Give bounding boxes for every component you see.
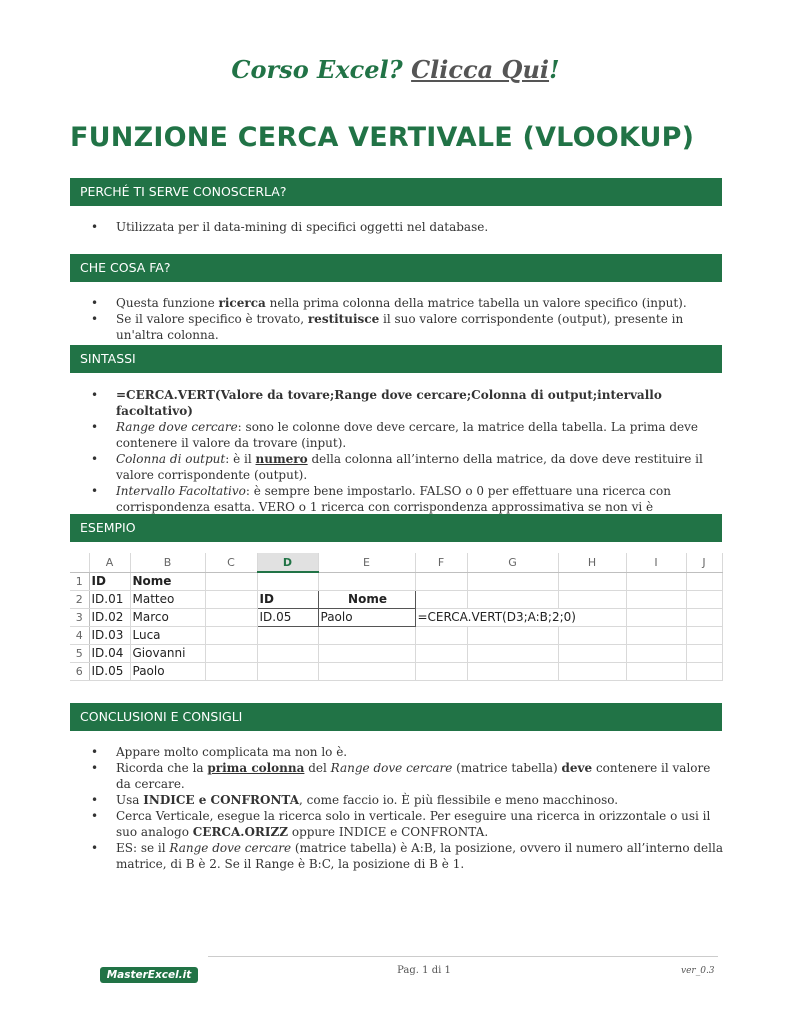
text: : sono le colonne dove deve cercare, la matrice della tabella. La prima deve contenere il valore da trovare (input). [116,420,699,450]
cell[interactable] [686,609,722,627]
cell[interactable] [558,645,626,663]
col-header-f[interactable]: F [415,553,467,572]
cell[interactable] [415,591,467,609]
cell[interactable] [257,627,318,645]
text: del [304,761,331,775]
cell-e3[interactable]: Paolo [318,609,415,627]
row-number[interactable]: 4 [70,627,89,645]
text: Appare molto complicata ma non lo è. [116,745,348,759]
table-row [70,663,722,681]
cell[interactable] [205,627,257,645]
col-header-j[interactable]: J [686,553,722,572]
cell[interactable] [467,645,558,663]
text-bold: INDICE e CONFRONTA [143,793,300,807]
text-italic: Colonna di output [116,452,226,466]
cell[interactable] [318,627,415,645]
cell[interactable] [626,591,686,609]
table-row [70,645,722,663]
col-header-c[interactable]: C [205,553,257,572]
text-bold-underline: prima colonna [207,761,305,775]
page-title: FUNZIONE CERCA VERTIVALE (VLOOKUP) [70,122,695,153]
list-item [88,744,728,760]
text: , come faccio io. È più flessibile e meno macchinoso. [299,793,619,807]
cell[interactable] [626,645,686,663]
col-header-i[interactable]: I [626,553,686,572]
text-bold: ricerca [218,296,266,310]
promo-link[interactable]: Clicca Qui [411,55,550,84]
col-header-d[interactable]: D [257,553,318,572]
cell-f3-formula[interactable]: =CERCA.VERT(D3;A:B;2;0) [415,609,626,627]
cell[interactable] [686,645,722,663]
cell-b6[interactable]: Paolo [130,663,205,681]
list-item [88,295,728,311]
cell[interactable] [318,572,415,591]
version-label: ver_0.3 [681,966,715,976]
cell[interactable] [205,645,257,663]
section-header-example: ESEMPIO [70,514,722,542]
row-number[interactable]: 5 [70,645,89,663]
col-header-e[interactable]: E [318,553,415,572]
cell[interactable] [205,591,257,609]
cell-a2[interactable]: ID.01 [89,591,130,609]
text-italic: Intervallo Facoltativo [116,484,246,498]
list-item [88,419,728,451]
text: ES: se il [116,841,170,855]
cell[interactable] [205,609,257,627]
cell[interactable] [467,663,558,681]
row-number[interactable]: 2 [70,591,89,609]
text: (matrice tabella) è A:B, la posizione, ovvero il numero all’interno della matrice, di B è 2. Se il Range è B:C, la posizione di B è 1. [116,841,723,871]
section-header-conclusions: CONCLUSIONI E CONSIGLI [70,703,722,731]
what-list [88,295,728,343]
promo-banner [0,55,791,84]
list-item [88,387,728,419]
cell-a6[interactable]: ID.05 [89,663,130,681]
cell-d2[interactable]: ID [257,591,318,609]
text: : è il [225,452,256,466]
footer-divider [208,956,718,957]
cell-a5[interactable]: ID.04 [89,645,130,663]
table-row [70,627,722,645]
conclusions-list [88,744,728,872]
cell[interactable] [257,663,318,681]
text: il suo valore corrispondente (output), presente in un'altra colonna. [116,312,684,342]
list-item [88,219,728,235]
cell-a4[interactable]: ID.03 [89,627,130,645]
table-row [70,572,722,591]
cell[interactable] [415,627,467,645]
cell[interactable] [257,572,318,591]
cell-d3[interactable]: ID.05 [257,609,318,627]
section-header-what: CHE COSA FA? [70,254,722,282]
cell-a1[interactable]: ID [89,572,130,591]
text: (matrice tabella) [452,761,562,775]
table-row [70,609,722,627]
cell[interactable] [205,572,257,591]
cell-b2[interactable]: Matteo [130,591,205,609]
text: Usa [116,793,144,807]
cell[interactable] [558,572,626,591]
promo-text: Corso Excel? [231,55,412,84]
cell-a3[interactable]: ID.02 [89,609,130,627]
cell[interactable] [626,609,686,627]
why-list [88,219,728,235]
text-bold-underline: numero [255,452,308,466]
list-item [88,311,728,343]
text-italic: Range dove cercare [330,761,453,775]
text-bold: restituisce [307,312,380,326]
list-item-text: Utilizzata per il data-mining di specifici oggetti nel database. [116,220,489,234]
text: oppure INDICE e CONFRONTA. [288,825,489,839]
text: contenere il valore da cercare. [116,761,711,791]
text-bold: deve [561,761,593,775]
row-number[interactable]: 3 [70,609,89,627]
text: Se il valore specifico è trovato, [116,312,308,326]
text-italic: Range dove cercare [169,841,292,855]
cell[interactable] [415,572,467,591]
section-header-why: PERCHÉ TI SERVE CONOSCERLA? [70,178,722,206]
list-item [88,792,728,808]
spreadsheet-example [70,553,722,681]
cell[interactable] [558,663,626,681]
text: della colonna all’interno della matrice, da dove deve restituire il valore corrispondente (output). [116,452,703,482]
cell[interactable] [318,645,415,663]
list-item [88,760,728,792]
cell[interactable] [318,663,415,681]
masterexcel-logo: MasterExcel.it [100,967,198,983]
promo-suffix: ! [549,55,560,84]
cell[interactable] [558,627,626,645]
row-number[interactable]: 6 [70,663,89,681]
cell[interactable] [686,663,722,681]
cell[interactable] [467,591,558,609]
cell[interactable] [467,627,558,645]
cell[interactable] [467,572,558,591]
col-header-a[interactable]: A [89,553,130,572]
col-header-b[interactable]: B [130,553,205,572]
syntax-formula: =CERCA.VERT(Valore da tovare;Range dove cercare;Colonna di output;intervallo facoltativo) [116,388,662,418]
list-item [88,840,728,872]
text: Questa funzione [116,296,219,310]
row-number[interactable]: 1 [70,572,89,591]
cell[interactable] [558,591,626,609]
cell[interactable] [686,572,722,591]
cell-b1[interactable]: Nome [130,572,205,591]
syntax-list [88,387,728,531]
corner-cell[interactable] [70,553,89,572]
cell[interactable] [257,645,318,663]
page-number: Pag. 1 di 1 [397,965,451,976]
text-italic: Range dove cercare [116,420,238,434]
cell[interactable] [415,645,467,663]
text: : è sempre bene impostarlo. FALSO o 0 per effettuare una ricerca con corrispondenza esatta. VERO o 1 ricerca con corrispondenza approssimativa se non vi è [116,484,671,514]
text: Cerca Verticale, esegue la ricerca solo in verticale. Per eseguire una ricerca in orizzontale o usi il suo analogo [116,809,711,839]
cell[interactable] [626,663,686,681]
cell[interactable] [626,627,686,645]
text-bold: CERCA.ORIZZ [192,825,289,839]
cell[interactable] [626,572,686,591]
column-header-row [70,553,722,572]
cell[interactable] [205,663,257,681]
section-header-syntax: SINTASSI [70,345,722,373]
cell-b4[interactable]: Luca [130,627,205,645]
cell[interactable] [415,663,467,681]
col-header-g[interactable]: G [467,553,558,572]
cell[interactable] [686,627,722,645]
text: nella prima colonna della matrice tabella un valore specifico (input). [265,296,687,310]
col-header-h[interactable]: H [558,553,626,572]
cell-b5[interactable]: Giovanni [130,645,205,663]
cell-e2[interactable]: Nome [318,591,415,609]
list-item [88,808,728,840]
text: Ricorda che la [116,761,208,775]
cell[interactable] [686,591,722,609]
table-row [70,591,722,609]
cell-b3[interactable]: Marco [130,609,205,627]
list-item [88,451,728,483]
